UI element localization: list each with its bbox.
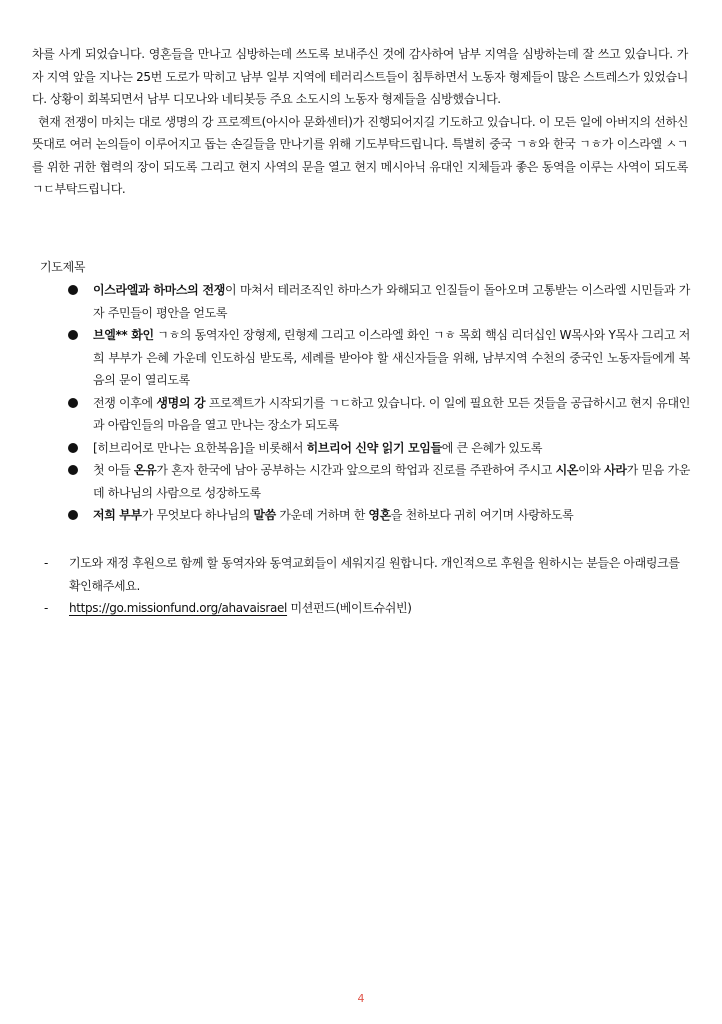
prayer-item-6-bold: 저희 부부	[93, 508, 142, 522]
bullet-icon	[68, 330, 78, 340]
prayer-item-1-text: 이 마쳐서 테러조직인 하마스가 와해되고 인질들이 돌아오며 고통받는 이스라엘 시민들과 가자 주민들이 평안을 얻도록	[93, 283, 690, 320]
prayer-item-3-text: 프로젝트가 시작되기를 ㄱㄷ하고 있습니다. 이 일에 필요한 모든 것들을 공급하시고 현지 유대인과 아랍인들의 마음을 열고 만나는 장소가 되도록	[93, 395, 691, 432]
prayer-item-6	[66, 504, 690, 527]
prayer-item-1	[66, 279, 690, 324]
bullet-icon	[68, 465, 78, 475]
prayer-item-5-bold-3: 사라	[604, 463, 627, 477]
prayer-item-5-pre: 첫 아들	[93, 463, 134, 477]
support-item-2	[44, 597, 690, 620]
prayer-item-2	[66, 324, 690, 392]
prayer-item-2-text: ㄱㅎ의 동역자인 장형제, 린형제 그리고 이스라엘 화인 ㄱㅎ 목회 핵심 리더십인 W목사와 Y목사 그리고 저희 부부가 은혜 가운데 인도하심 받도록, 세례를 받아야 할 새신자들을 위해, 남부지역 수천의 중국인 노동자들에게 복음의 문이 열리도록	[93, 328, 690, 387]
support-list	[44, 552, 690, 620]
prayer-list	[66, 279, 690, 527]
prayer-item-6-text-3: 을 천하보다 귀히 여기며 사랑하도록	[390, 508, 574, 522]
prayer-item-5-bold-2: 시온	[555, 463, 579, 477]
support-item-1	[44, 552, 690, 597]
dash-marker: -	[44, 556, 48, 570]
prayer-item-3-bold: 생명의 강	[156, 395, 206, 410]
prayer-item-4-text: 에 큰 은혜가 있도록	[441, 440, 543, 455]
prayer-section-title: 기도제목	[40, 260, 86, 274]
prayer-item-6-text: 가 무엇보다 하나님의	[141, 508, 254, 522]
bullet-icon	[68, 285, 78, 295]
missionfund-link-suffix: 미션펀드(베이트슈쉬빈)	[287, 601, 412, 615]
support-text: 기도와 재정 후원으로 함께 할 동역자와 동역교회들이 세워지길 원합니다. 개인적으로 후원을 원하시는 분들은 아래링크를 확인해주세요.	[69, 556, 680, 593]
page-number: 4	[357, 992, 365, 1005]
prayer-item-4	[66, 437, 690, 460]
bullet-icon	[68, 398, 78, 408]
prayer-item-5-bold: 온유	[133, 463, 157, 477]
prayer-item-2-bold: 브엘** 화인	[93, 328, 154, 342]
prayer-item-3-pre: 전쟁 이후에	[93, 395, 157, 410]
prayer-item-6-text-2: 가운데 거하며 한	[275, 508, 369, 522]
bullet-icon	[68, 510, 78, 520]
prayer-item-5-text: 가 혼자 한국에 남아 공부하는 시간과 앞으로의 학업과 진로를 주관하여 주시고	[156, 463, 556, 477]
prayer-item-6-bold-3: 영혼	[368, 508, 391, 522]
missionfund-link[interactable]: https://go.missionfund.org/ahavaisrael	[69, 601, 288, 615]
prayer-item-1-bold: 이스라엘과 하마스의 전쟁	[93, 283, 225, 297]
intro-section	[32, 43, 688, 201]
prayer-item-4-pre: [히브리어로 만나는 요한복음]을 비롯해서	[93, 440, 307, 455]
prayer-item-5-text-2: 이와	[578, 463, 605, 477]
prayer-item-5-text-3: 가 믿음 가운데 하나님의 사람으로 성장하도록	[93, 463, 691, 500]
prayer-item-5	[66, 459, 690, 504]
prayer-item-6-bold-2: 말씀	[253, 508, 276, 522]
bullet-icon	[68, 443, 78, 453]
prayer-item-3	[66, 392, 690, 437]
intro-paragraph-2: 현재 전쟁이 마치는 대로 생명의 강 프로젝트(아시아 문화센터)가 진행되어지길 기도하고 있습니다. 이 모든 일에 아버지의 선하신 뜻대로 여러 논의들이 이루어지고 돕는 손길들을 만나기를 위해 기도부탁드립니다. 특별히 중국 ㄱㅎ와 한국 ㄱㅎ가 이스라엘 ㅅㄱ를 위한 귀한 협력의 장이 되도록 그리고 현지 사역의 문을 열고 현지 메시아닉 유대인 지체들과 좋은 동역을 이루는 사역이 되도록 ㄱㄷ부탁드립니다.	[32, 114, 688, 196]
dash-marker: -	[44, 601, 48, 615]
intro-paragraph-1: 차를 사게 되었습니다. 영혼들을 만나고 심방하는데 쓰도록 보내주신 것에 감사하여 남부 지역을 심방하는데 잘 쓰고 있습니다. 가자 지역 앞을 지나는 25번 도로가 막히고 남부 일부 지역에 테러리스트들이 침투하면서 노동자 형제들이 많은 스트레스가 있었습니다. 상황이 회복되면서 남부 디모나와 네티봇등 주요 소도시의 노동자 형제들을 심방했습니다.	[32, 47, 688, 106]
prayer-item-4-bold: 히브리어 신약 읽기 모임들	[306, 440, 442, 455]
